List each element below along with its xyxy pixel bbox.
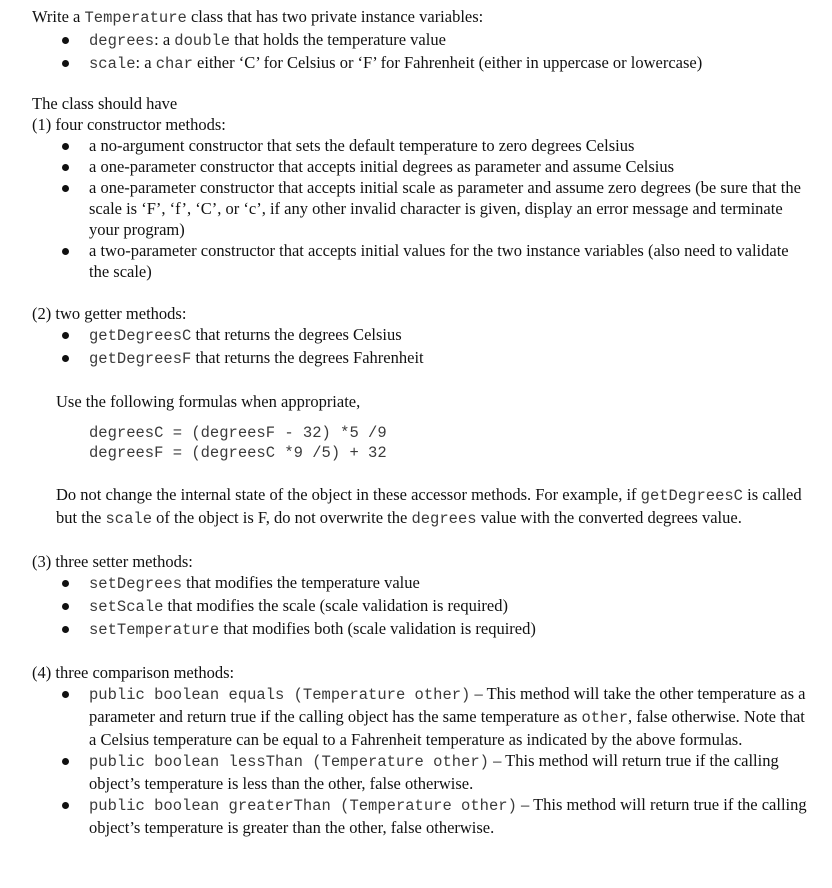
method-description: – This method will take the other temperature as a parameter and return true if the calling object has the same temperature as — [89, 684, 806, 726]
method-description: that returns the degrees Fahrenheit — [191, 348, 424, 367]
bullet-icon — [62, 332, 69, 339]
assignment-document — [32, 6, 812, 838]
note-code: scale — [105, 510, 153, 528]
method-description: that returns the degrees Celsius — [191, 325, 402, 344]
constructor-description: a one-parameter constructor that accepts initial scale as parameter and assume zero degrees (be sure that the scale is ‘F’, ‘f’, ‘C’, or ‘c’, if any other invalid character is given, display an error message and terminate your program) — [89, 178, 801, 239]
note-text: value with the converted degrees value. — [476, 508, 742, 527]
constructor-description: a two-parameter constructor that accepts initial values for the two instance variables (also need to validate the scale) — [89, 241, 789, 281]
section-constructors-heading: (1) four constructor methods: — [32, 115, 226, 134]
var-name-code: scale — [89, 55, 136, 73]
class-name-code: Temperature — [84, 9, 187, 27]
var-description: that holds the temperature value — [230, 30, 446, 49]
method-description: – This method will return true if the calling object’s temperature is less than the other, false otherwise. — [89, 751, 779, 793]
var-type-code: char — [155, 55, 193, 73]
intro-paragraph — [32, 6, 812, 29]
list-item — [32, 683, 812, 750]
bullet-icon — [62, 691, 69, 698]
setter-list — [32, 572, 812, 641]
list-item — [32, 52, 812, 75]
constructor-list — [32, 135, 812, 282]
list-item — [32, 135, 812, 156]
note-code: getDegreesC — [640, 487, 743, 505]
bullet-icon — [62, 164, 69, 171]
bullet-icon — [62, 626, 69, 633]
accessor-note — [32, 484, 812, 530]
note-text: is called but the — [56, 485, 802, 527]
method-description: that modifies both (scale validation is required) — [219, 619, 536, 638]
var-text: : a — [135, 53, 156, 72]
method-signature-code: public boolean equals (Temperature other) — [89, 686, 471, 704]
comparison-list — [32, 683, 812, 838]
method-name-code: getDegreesC — [89, 327, 192, 345]
section-setters-heading: (3) three setter methods: — [32, 552, 193, 571]
getter-list — [32, 324, 812, 370]
list-item — [32, 794, 812, 838]
method-description: that modifies the temperature value — [182, 573, 420, 592]
intro-prefix: Write a — [32, 7, 85, 26]
method-description: that modifies the scale (scale validation is required) — [163, 596, 508, 615]
constructor-description: a one-parameter constructor that accepts initial degrees as parameter and assume Celsius — [89, 157, 675, 176]
list-item — [32, 595, 812, 618]
bullet-icon — [62, 603, 69, 610]
list-item — [32, 324, 812, 347]
bullet-icon — [62, 580, 69, 587]
list-item — [32, 156, 812, 177]
method-name-code: setScale — [89, 598, 164, 616]
note-text: of the object is F, do not overwrite the — [152, 508, 412, 527]
method-description: – This method will return true if the calling object’s temperature is greater than the other, false otherwise. — [89, 795, 807, 837]
list-item — [32, 618, 812, 641]
section-comparison-heading: (4) three comparison methods: — [32, 663, 235, 682]
method-signature-code: public boolean lessThan (Temperature other) — [89, 753, 489, 771]
formula-intro: Use the following formulas when appropriate, — [56, 392, 361, 411]
bullet-icon — [62, 758, 69, 765]
section-getters-heading: (2) two getter methods: — [32, 304, 187, 323]
constructor-description: a no-argument constructor that sets the default temperature to zero degrees Celsius — [89, 136, 635, 155]
bullet-icon — [62, 248, 69, 255]
method-description: , false otherwise. Note that a Celsius temperature can be equal to a Fahrenheit temperature as indicated by the above formulas. — [89, 707, 805, 749]
list-item — [32, 347, 812, 370]
note-text: Do not change the internal state of the object in these accessor methods. For example, if — [56, 485, 641, 504]
list-item — [32, 177, 812, 240]
method-name-code: setDegrees — [89, 575, 183, 593]
list-item — [32, 572, 812, 595]
note-code: degrees — [411, 510, 477, 528]
intro-suffix: class that has two private instance variables: — [186, 7, 484, 26]
list-item — [32, 29, 812, 52]
bullet-icon — [62, 37, 69, 44]
bullet-icon — [62, 802, 69, 809]
formula-line: degreesF = (degreesC *9 /5) + 32 — [89, 444, 387, 462]
formula-line: degreesC = (degreesF - 32) *5 /9 — [89, 424, 387, 442]
bullet-icon — [62, 355, 69, 362]
var-description: either ‘C’ for Celsius or ‘F’ for Fahrenheit (either in uppercase or lowercase) — [192, 53, 703, 72]
param-name-code: other — [581, 709, 629, 727]
method-name-code: getDegreesF — [89, 350, 192, 368]
instance-variable-list — [32, 29, 812, 75]
method-name-code: setTemperature — [89, 621, 220, 639]
list-item — [32, 750, 812, 794]
var-type-code: double — [174, 32, 231, 50]
var-text: : a — [154, 30, 175, 49]
class-should-have-text: The class should have — [32, 94, 178, 113]
method-signature-code: public boolean greaterThan (Temperature other) — [89, 797, 517, 815]
var-name-code: degrees — [89, 32, 155, 50]
bullet-icon — [62, 143, 69, 150]
bullet-icon — [62, 60, 69, 67]
list-item — [32, 240, 812, 282]
bullet-icon — [62, 185, 69, 192]
